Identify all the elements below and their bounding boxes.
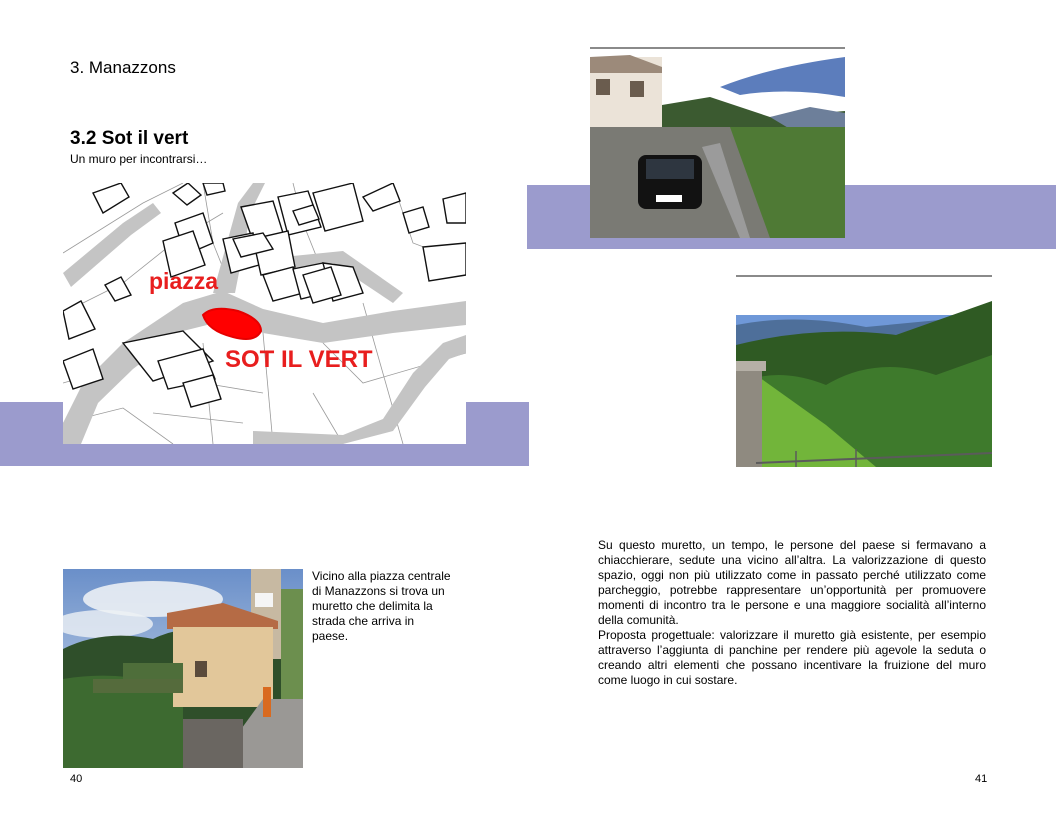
section-subtitle: Un muro per incontrarsi… bbox=[70, 152, 208, 166]
site-map bbox=[63, 183, 466, 444]
map-label-sot-il-vert: SOT IL VERT bbox=[225, 346, 373, 373]
section-title: 3.2 Sot il vert bbox=[70, 128, 189, 149]
body-paragraph-2: Proposta progettuale: valorizzare il muretto già esistente, per esempio attraverso l’aggiunta di panchine per rendere più agevole la seduta o creando altri elementi che possano incentivare la fruizione del muro come luogo in cui sostare. bbox=[598, 628, 986, 687]
map-label-piazza: piazza bbox=[149, 268, 219, 294]
body-text bbox=[598, 538, 986, 688]
photo-caption: Vicino alla piazza centrale di Manazzons si trova un muretto che delimita la strada che arriva in paese. bbox=[312, 569, 451, 643]
page-number-right: 41 bbox=[975, 773, 988, 785]
chapter-title: 3. Manazzons bbox=[70, 58, 176, 77]
village-photo bbox=[63, 569, 303, 768]
road-parking-photo bbox=[590, 47, 845, 238]
valley-photo bbox=[736, 275, 992, 467]
body-paragraph-1: Su questo muretto, un tempo, le persone del paese si fermavano a chiacchierare, sedute una vicino all’altra. La valorizzazione di questo spazio, oggi non più utilizzato come in passato perché utilizzato come parcheggio, potrebbe rappresentare un’opportunità per promuovere momenti di incontro tra le persone e una maggiore socialità all’interno della comunità. bbox=[598, 538, 986, 627]
page-number-left: 40 bbox=[70, 773, 83, 785]
